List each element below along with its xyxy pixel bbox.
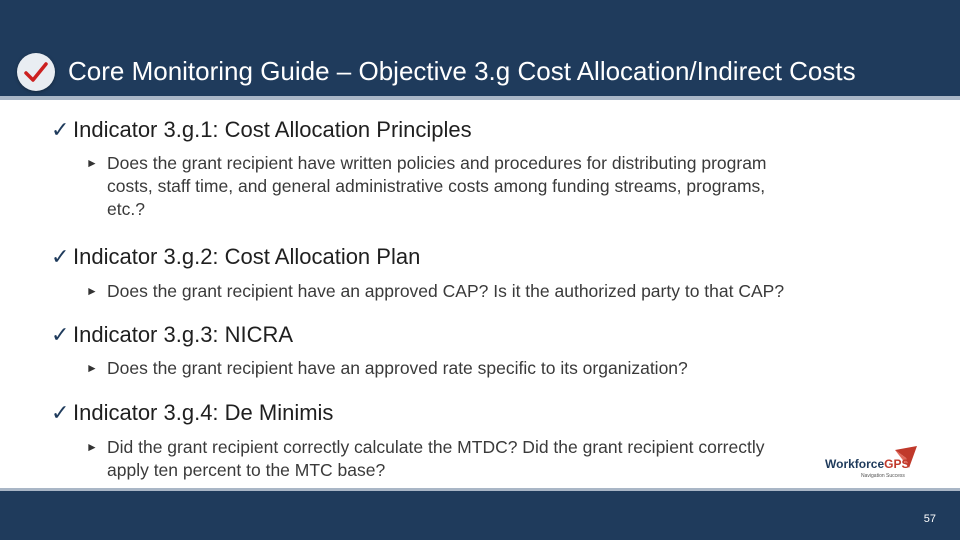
bullet-line: Did the grant recipient correctly calculate the MTDC? Did the grant recipient correctly <box>107 437 765 457</box>
triangle-right-icon: ► <box>86 284 98 298</box>
indicator-label: Indicator 3.g.1: Cost Allocation Principles <box>73 117 472 142</box>
bullet-line: costs, staff time, and general administrative costs among funding streams, programs, <box>107 176 766 196</box>
checkmark-icon: ✓ <box>51 400 70 425</box>
triangle-right-icon: ► <box>86 156 98 170</box>
checkmark-badge-icon <box>17 53 55 91</box>
bullet-line: etc.? <box>107 199 145 219</box>
triangle-right-icon: ► <box>86 440 98 454</box>
logo-wordmark: WorkforceGPS <box>825 457 910 471</box>
bullet-line: Does the grant recipient have an approved CAP? Is it the authorized party to that CAP? <box>107 281 785 301</box>
bullet-item <box>86 357 896 380</box>
page-title: Core Monitoring Guide – Objective 3.g Cost Allocation/Indirect Costs <box>68 56 856 86</box>
bullet-item <box>86 152 896 221</box>
checkmark-icon: ✓ <box>51 117 70 142</box>
indicator-label: Indicator 3.g.4: De Minimis <box>73 400 334 425</box>
indicator-heading <box>51 400 333 426</box>
checkmark-icon: ✓ <box>51 244 70 269</box>
bullet-line: Does the grant recipient have an approved rate specific to its organization? <box>107 358 688 378</box>
triangle-right-icon: ► <box>86 361 98 375</box>
logo-tagline: Navigation Success <box>861 473 905 479</box>
indicator-heading <box>51 244 420 270</box>
indicator-heading <box>51 322 293 348</box>
footer-bar <box>0 488 960 540</box>
checkmark-icon: ✓ <box>51 322 70 347</box>
bullet-line: apply ten percent to the MTC base? <box>107 460 386 480</box>
bullet-item <box>86 280 896 303</box>
indicator-label: Indicator 3.g.2: Cost Allocation Plan <box>73 244 421 269</box>
page-number: 57 <box>923 513 936 525</box>
bullet-item <box>86 436 896 482</box>
bullet-line: Does the grant recipient have written policies and procedures for distributing program <box>107 153 767 173</box>
title-banner <box>0 0 960 100</box>
indicator-heading <box>51 117 472 143</box>
workforce-gps-logo <box>823 444 923 484</box>
indicator-label: Indicator 3.g.3: NICRA <box>73 322 294 347</box>
